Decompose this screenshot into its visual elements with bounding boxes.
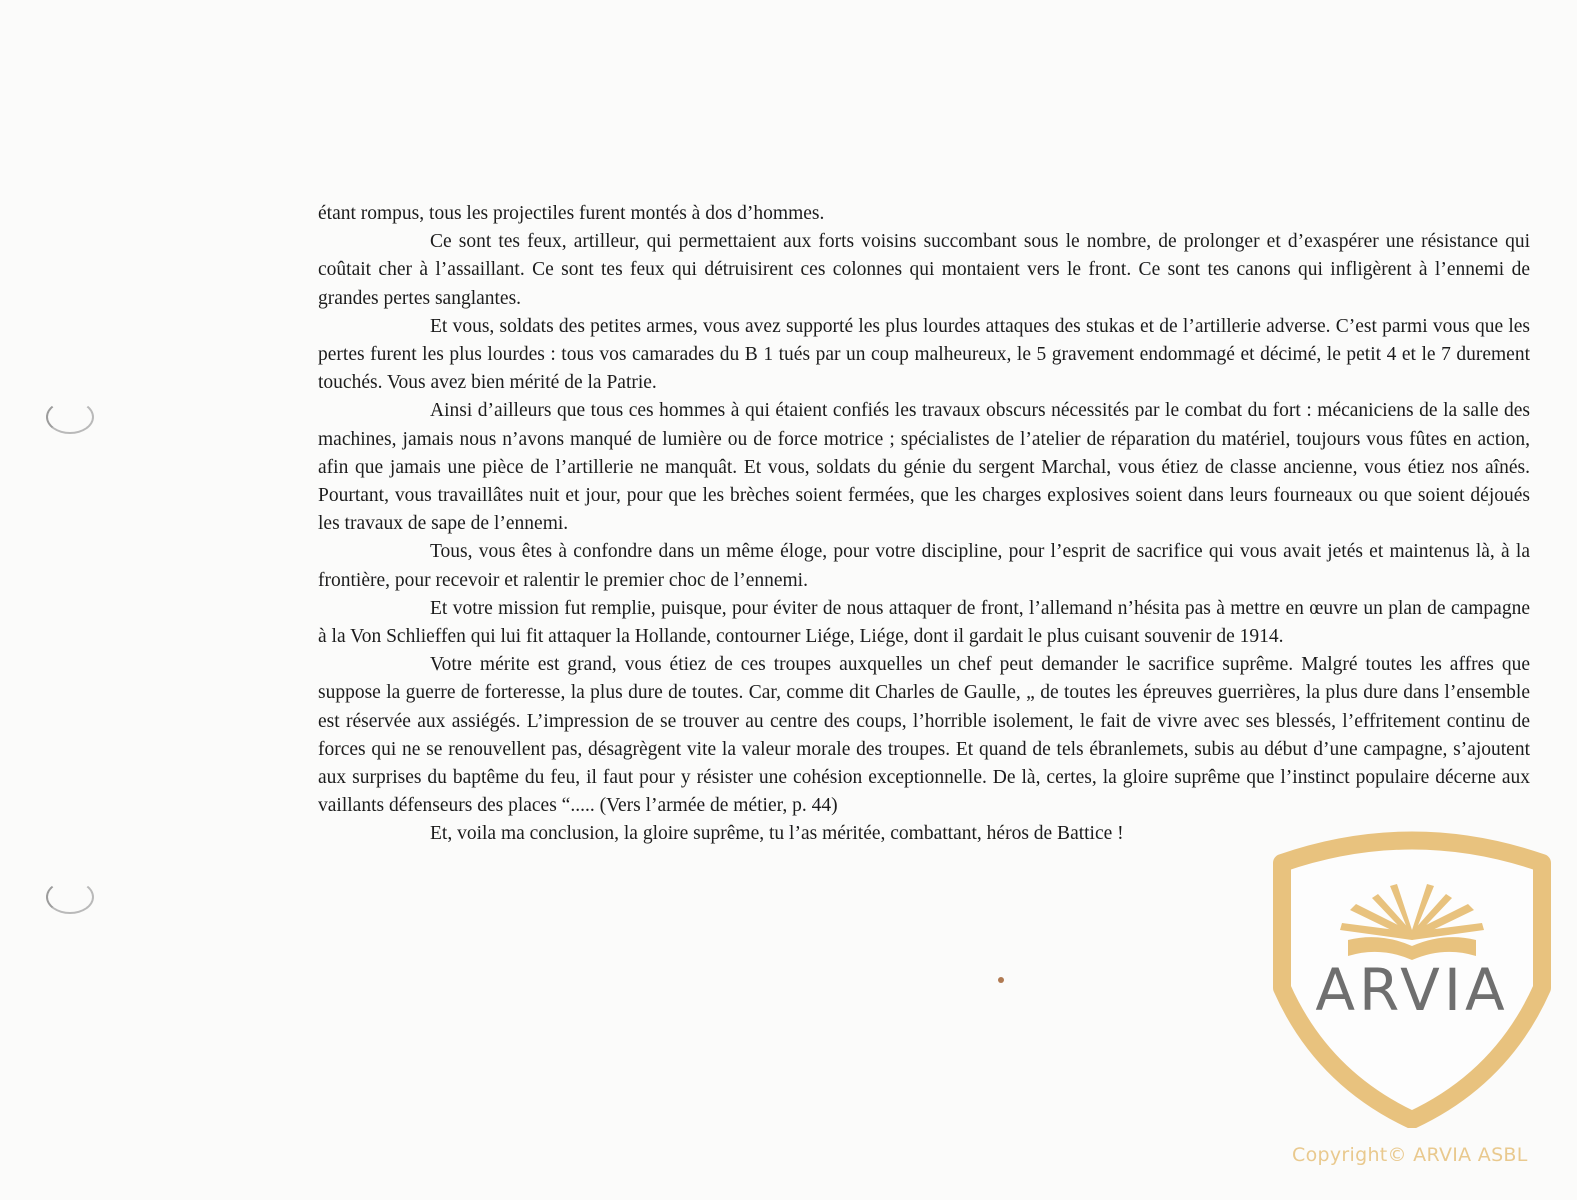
paragraph-1: étant rompus, tous les projectiles furent montés à dos d’hommes. — [318, 203, 825, 224]
copyright-notice: Copyright© ARVIA ASBL — [1292, 1144, 1528, 1166]
arvia-watermark-logo — [1262, 828, 1562, 1128]
logo-text: ARVIA — [1315, 956, 1509, 1024]
paragraph-5: Tous, vous êtes à confondre dans un même éloge, pour votre discipline, pour l’esprit de sacrifice qui vous avait jetés et maintenus là, à la frontière, pour recevoir et ralentir le premier choc de l’ennemi. — [318, 541, 1530, 591]
ink-speck — [998, 977, 1004, 983]
paragraph-3: Et vous, soldats des petites armes, vous avez supporté les plus lourdes attaques des stukas et de l’artillerie adverse. C’est parmi vous que les pertes furent les plus lourdes : tous vos camarades du B 1 tués par un coup malheureux, le 5 gravement endommagé et décimé, le petit 4 et le 7 durement touchés. Vous avez bien mérité de la Patrie. — [318, 315, 1530, 394]
punch-hole-bottom — [46, 880, 94, 914]
paragraph-2: Ce sont tes feux, artilleur, qui permettaient aux forts voisins succombant sous le nombre, de prolonger et d’exaspérer une résistance qui coûtait cher à l’assaillant. Ce sont tes feux qui détruisirent ces colonnes qui montaient vers le front. Ce sont tes canons qui infligèrent à l’ennemi de grandes pertes sanglantes. — [318, 231, 1530, 309]
paragraph-8: Et, voila ma conclusion, la gloire suprême, tu l’as méritée, combattant, héros de Battice ! — [430, 823, 1124, 845]
paragraph-7: Votre mérite est grand, vous étiez de ces troupes auxquelles un chef peut demander le sacrifice suprême. Malgré toutes les affres que suppose la guerre de forteresse, la plus dure de toutes. Car, comme dit Charles de Gaulle, „ de toutes les épreuves guerrières, la plus dure dans l’ensemble est réservée aux assiégés. L’impression de se trouver au centre des coups, l’horrible isolement, le fait de vivre avec ses blessés, l’effritement continu de forces qui ne se renouvellent pas, désagrègent vite la valeur morale des troupes. Et quand de tels ébranlemets, subis au début d’une campagne, s’ajoutent aux surprises du baptême du feu, il faut pour y résister une cohésion exceptionnelle. De là, certes, la gloire suprême que l’instinct populaire décerne aux vaillants défenseurs des places “..... (Vers l’armée de métier, p. 44) — [318, 654, 1530, 817]
paragraph-4: Ainsi d’ailleurs que tous ces hommes à qui étaient confiés les travaux obscurs nécessités par le combat du fort : mécaniciens de la salle des machines, jamais nous n’avons manqué de lumière ou de force motrice ; spécialistes de l’atelier de réparation du matériel, toujours vous fûtes en action, afin que jamais une pièce de l’artillerie ne manquât. Et vous, soldats du génie du sergent Marchal, vous étiez de classe ancienne, vous étiez nos aînés. Pourtant, vous travaillâtes nuit et jour, pour que les brèches soient fermées, que les charges explosives soient dans leurs fourneaux ou que soient déjoués les travaux de sape de l’ennemi. — [318, 400, 1530, 535]
shield-icon — [1262, 828, 1562, 1128]
paragraph-6: Et votre mission fut remplie, puisque, pour éviter de nous attaquer de front, l’allemand n’hésita pas à mettre en œuvre un plan de campagne à la Von Schlieffen qui lui fit attaquer la Hollande, contourner Liége, Liége, dont il gardait le plus cuisant souvenir de 1914. — [318, 597, 1530, 648]
document-body — [318, 200, 1530, 849]
punch-hole-top — [46, 400, 94, 434]
